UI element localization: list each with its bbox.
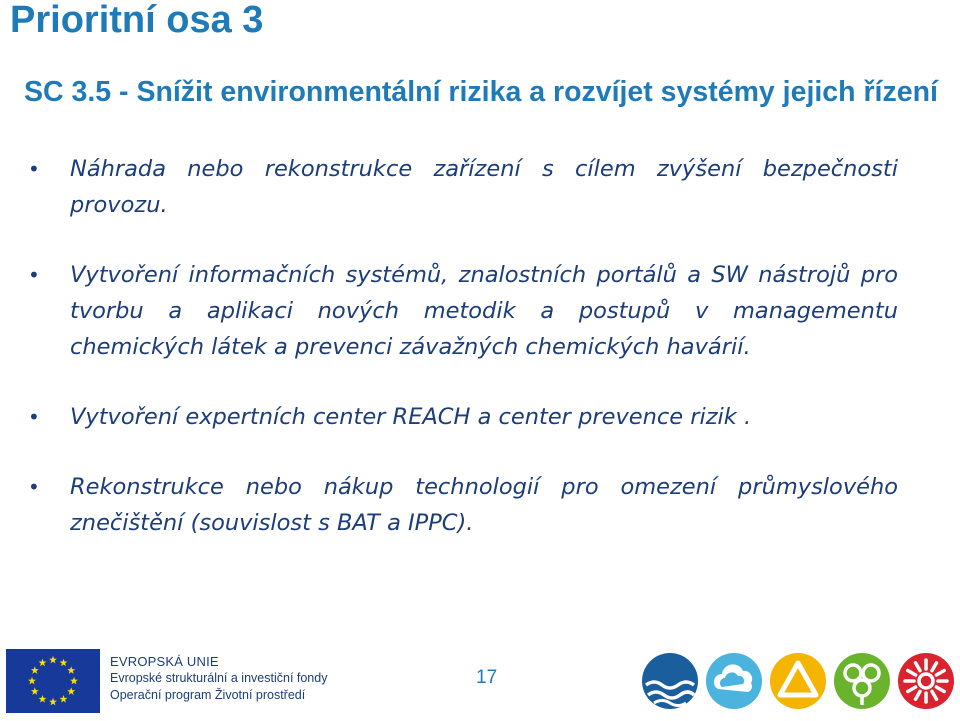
bullet-marker: • xyxy=(28,263,40,287)
bullet-marker: • xyxy=(28,475,40,499)
bullet-item-3 xyxy=(18,399,898,435)
eu-star xyxy=(31,687,39,695)
bullet-list xyxy=(18,151,898,541)
bullet-item-4 xyxy=(18,469,898,541)
eu-star xyxy=(67,666,75,674)
eu-label-line: EVROPSKÁ UNIE xyxy=(110,654,219,669)
bullet-item-2 xyxy=(18,257,898,365)
eu-star xyxy=(60,695,68,703)
program-logos xyxy=(640,651,950,713)
hazard-triangle-logo-icon xyxy=(768,651,828,711)
slide-title: Prioritní osa 3 xyxy=(10,0,264,41)
bullet-text: Náhrada nebo rekonstrukce zařízení s cílem zvýšení bezpečnosti provozu. xyxy=(70,156,898,218)
eu-label-line: Evropské strukturální a investiční fondy xyxy=(110,671,328,685)
eu-star xyxy=(67,687,75,695)
eu-star xyxy=(31,666,39,674)
nature-circles-logo-icon xyxy=(832,651,892,711)
bullet-text: Rekonstrukce nebo nákup technologií pro omezení průmyslového znečištění (souvislost s BAT a IPPC). xyxy=(70,474,898,536)
bullet-text: Vytvoření expertních center REACH a center prevence rizik . xyxy=(70,404,752,430)
page-number: 17 xyxy=(476,667,498,688)
bullet-item-1 xyxy=(18,151,898,223)
slide-subtitle: SC 3.5 - Snížit environmentální rizika a rozvíjet systémy jejich řízení xyxy=(24,76,938,108)
bullet-marker: • xyxy=(28,405,40,429)
bullet-marker: • xyxy=(28,157,40,181)
eu-flag-icon xyxy=(6,649,100,713)
eu-star xyxy=(39,695,47,703)
eu-label-line: Operační program Životní prostředí xyxy=(110,688,306,702)
eu-funding-label xyxy=(110,653,327,704)
eu-star xyxy=(28,677,36,685)
eu-star xyxy=(39,659,47,667)
cloud-logo-icon xyxy=(704,651,764,711)
eu-star xyxy=(49,656,57,664)
slide-footer xyxy=(0,645,960,721)
eu-star xyxy=(70,677,78,685)
sun-burst-logo-icon xyxy=(896,651,956,711)
bullet-text: Vytvoření informačních systémů, znalostních portálů a SW nástrojů pro tvorbu a aplikaci nových metodik a postupů v managementu chemických látek a prevenci závažných chemických havárií. xyxy=(70,262,898,360)
water-logo-icon xyxy=(640,651,700,711)
eu-star xyxy=(60,659,68,667)
eu-star xyxy=(49,698,57,706)
